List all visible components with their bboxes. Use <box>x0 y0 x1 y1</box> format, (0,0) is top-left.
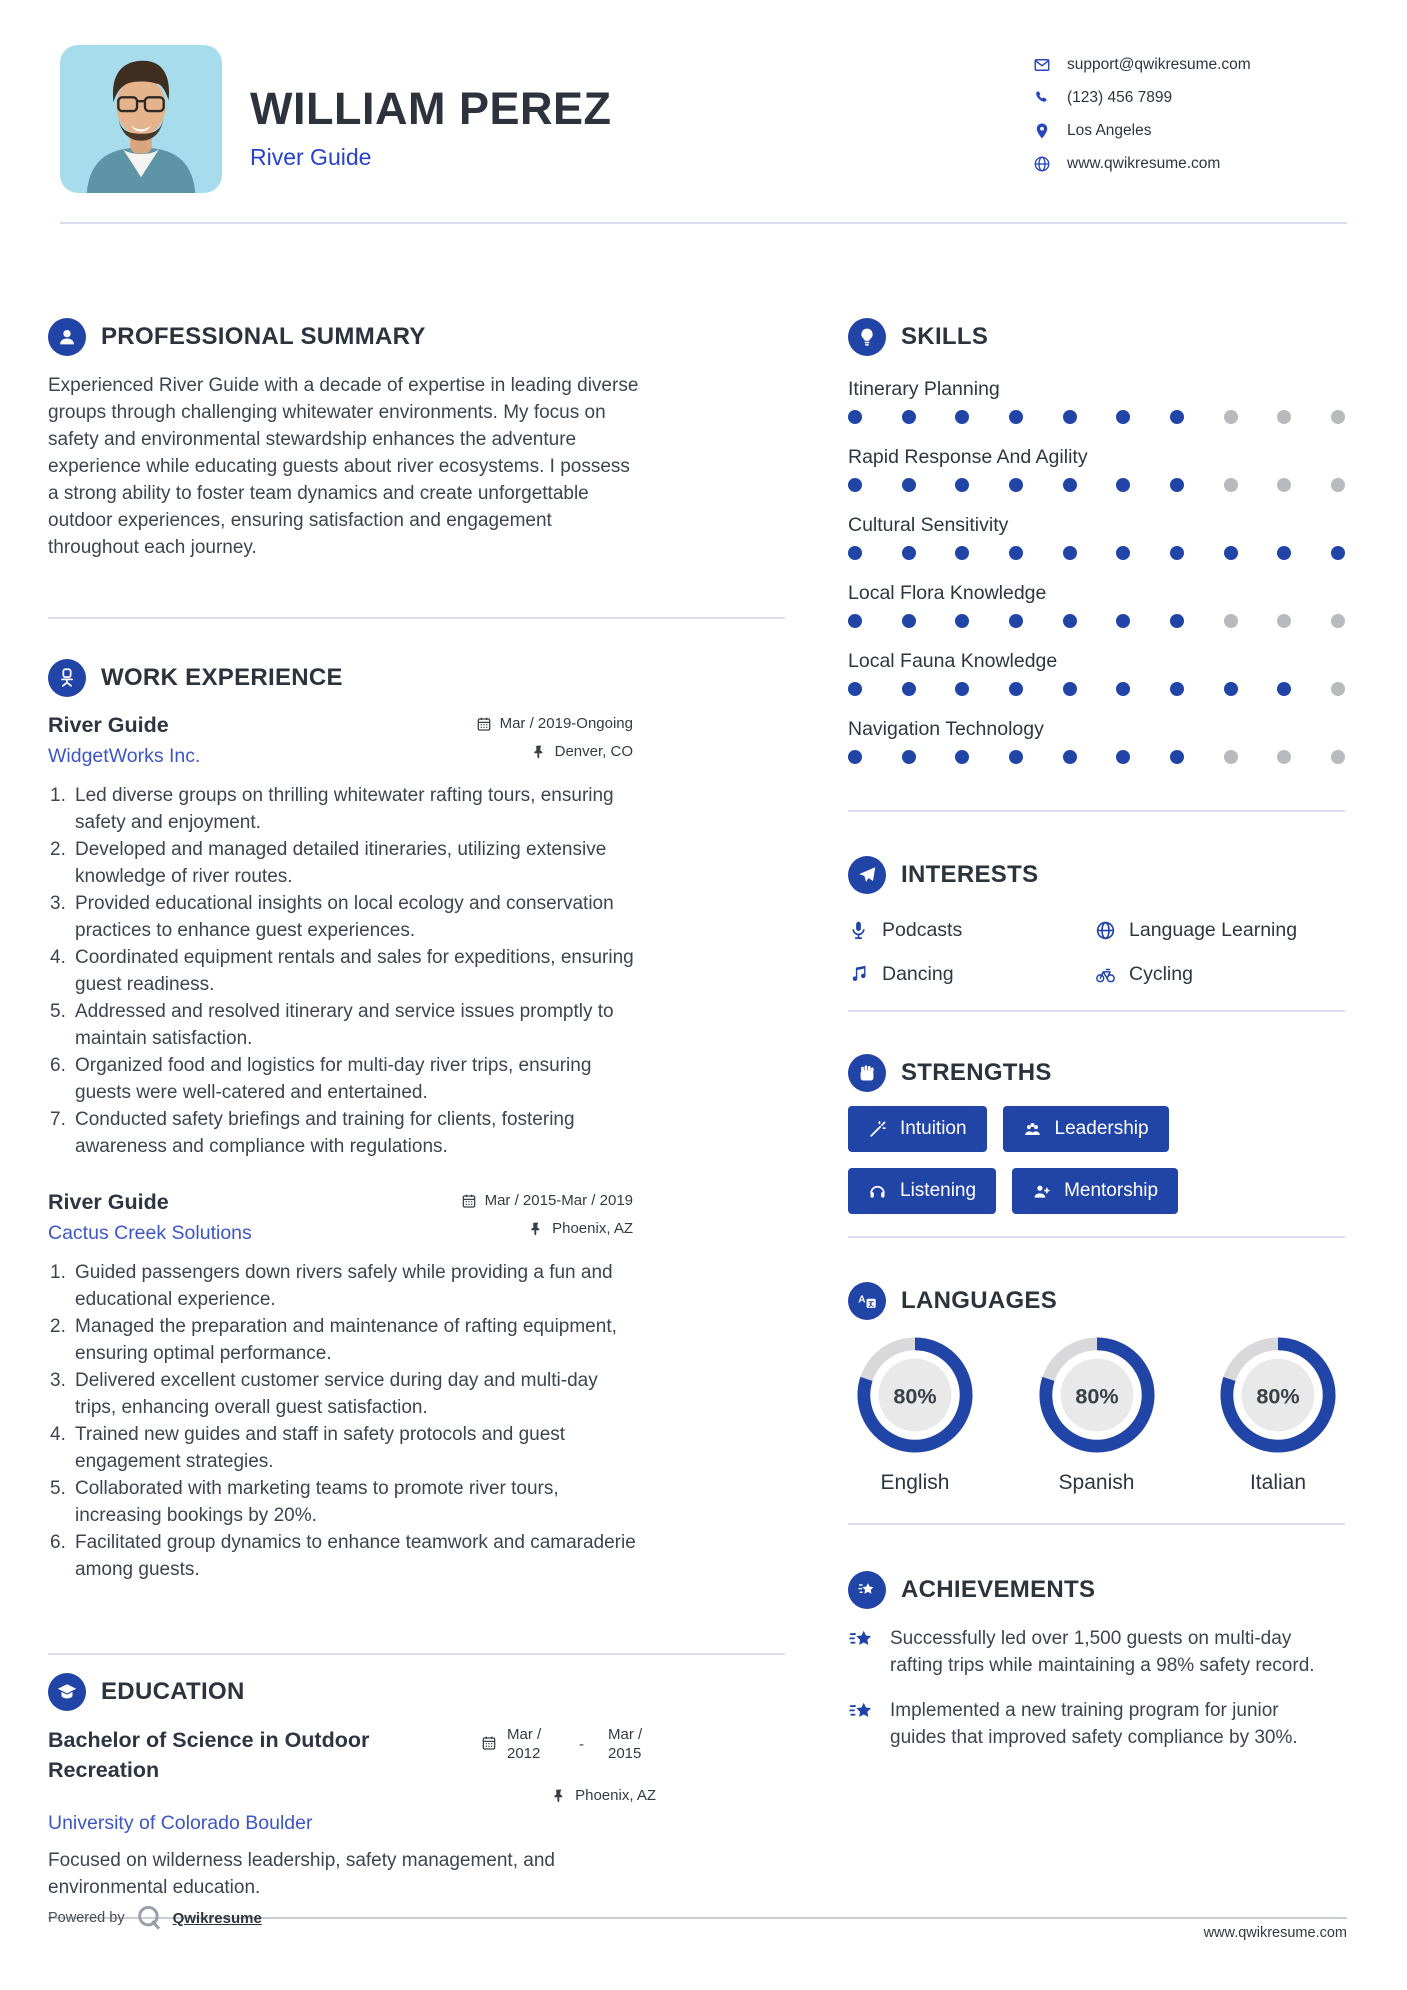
skill-dot-filled <box>955 750 969 764</box>
skill-dot-filled <box>1170 410 1184 424</box>
skill-dot-filled <box>1116 614 1130 628</box>
section-divider <box>848 1236 1345 1238</box>
skill-rating <box>848 410 1345 424</box>
skill-item <box>848 446 1345 492</box>
education-location: Phoenix, AZ <box>575 1787 656 1804</box>
language-name: Spanish <box>1058 1471 1135 1494</box>
skill-dot-empty <box>1331 750 1345 764</box>
job-date-row <box>476 715 633 732</box>
job-bullet: Trained new guides and staff in safety protocols and guest engagement strategies. <box>75 1424 566 1472</box>
section-divider <box>48 1653 785 1655</box>
job-entry <box>48 713 785 1160</box>
summary-heading: PROFESSIONAL SUMMARY <box>101 323 426 350</box>
skill-dot-filled <box>902 546 916 560</box>
skill-dot-filled <box>1116 478 1130 492</box>
job-bullet-list <box>48 1259 638 1583</box>
shooting-star-icon <box>848 1699 874 1725</box>
skill-dot-filled <box>1009 410 1023 424</box>
skill-dot-empty <box>1224 750 1238 764</box>
pushpin-icon <box>528 1221 544 1237</box>
skill-dot-filled <box>1009 682 1023 696</box>
graduation-cap-icon <box>48 1673 86 1711</box>
skill-dot-empty <box>1277 750 1291 764</box>
interest-item <box>848 952 1095 996</box>
profile-photo <box>60 45 222 193</box>
fist-icon <box>848 1054 886 1092</box>
header <box>0 0 1407 193</box>
skill-dot-empty <box>1331 614 1345 628</box>
achievement-text: Implemented a new training program for junior guides that improved safety compliance by 30%. <box>890 1700 1298 1748</box>
work-section-heading <box>48 659 785 697</box>
achievement-text: Successfully led over 1,500 guests on multi-day rafting trips while maintaining a 98% safety record. <box>890 1628 1315 1676</box>
job-title: River Guide <box>48 713 169 737</box>
skill-dot-filled <box>1009 750 1023 764</box>
skill-dot-empty <box>1277 614 1291 628</box>
job-title: River Guide <box>48 1190 169 1214</box>
footer <box>48 1903 1347 1973</box>
skill-item <box>848 650 1345 696</box>
skill-dot-filled <box>1116 546 1130 560</box>
interest-item <box>1095 908 1345 952</box>
skill-dot-filled <box>848 682 862 696</box>
job-date: Mar / 2019-Ongoing <box>499 715 633 732</box>
date-separator: - <box>579 1735 584 1753</box>
interest-label: Cycling <box>1129 962 1193 985</box>
school-link[interactable]: University of Colorado Boulder <box>48 1812 313 1834</box>
job-location-row <box>476 743 633 760</box>
job-bullet: Guided passengers down rivers safely while providing a fun and educational experience. <box>75 1262 613 1310</box>
user-plus-icon <box>1032 1182 1051 1201</box>
education-location-row <box>481 1787 656 1804</box>
strengths-heading: STRENGTHS <box>901 1059 1052 1086</box>
skill-dot-filled <box>1063 478 1077 492</box>
job-bullet: Conducted safety briefings and training for clients, fostering awareness and compliance with regulations. <box>75 1109 575 1157</box>
skill-dot-filled <box>955 410 969 424</box>
skill-rating <box>848 750 1345 764</box>
skill-dot-filled <box>955 682 969 696</box>
skill-dot-filled <box>1170 750 1184 764</box>
language-name: Italian <box>1249 1471 1307 1494</box>
job-bullet: Organized food and logistics for multi-day river trips, ensuring guests were well-catered and entertained. <box>75 1055 592 1103</box>
calendar-icon <box>481 1735 497 1751</box>
skill-dot-filled <box>1063 682 1077 696</box>
skill-dot-filled <box>1063 410 1077 424</box>
job-bullet: Facilitated group dynamics to enhance teamwork and camaraderie among guests. <box>75 1532 636 1580</box>
email-icon <box>1033 56 1051 74</box>
section-divider <box>848 1010 1345 1012</box>
skill-name: Cultural Sensitivity <box>848 514 1009 536</box>
degree-title: Bachelor of Science in Outdoor Recreation <box>48 1728 370 1782</box>
skill-dot-filled <box>902 682 916 696</box>
skill-dot-filled <box>1277 546 1291 560</box>
education-heading: EDUCATION <box>101 1678 245 1705</box>
summary-section-heading <box>48 318 785 356</box>
skill-dot-empty <box>1224 478 1238 492</box>
strength-label: Leadership <box>1054 1118 1149 1139</box>
job-bullet: Led diverse groups on thrilling whitewater rafting tours, ensuring safety and enjoyment. <box>75 785 614 833</box>
music-note-icon <box>848 964 869 985</box>
language-name: English <box>880 1471 950 1494</box>
skill-dot-filled <box>955 614 969 628</box>
skill-dot-filled <box>1009 546 1023 560</box>
skill-dot-filled <box>1170 614 1184 628</box>
contact-phone <box>1033 81 1347 114</box>
skill-dot-filled <box>1224 546 1238 560</box>
microphone-icon <box>848 920 869 941</box>
work-heading: WORK EXPERIENCE <box>101 664 343 691</box>
language-progress-ring <box>1219 1336 1337 1454</box>
contact-block <box>1033 48 1347 193</box>
skill-dot-filled <box>848 478 862 492</box>
skill-dot-empty <box>1331 410 1345 424</box>
job-bullet: Coordinated equipment rentals and sales for expeditions, ensuring guest readiness. <box>75 947 634 995</box>
summary-text: Experienced River Guide with a decade of expertise in leading diverse groups through challenging whitewater environments. My focus on safety and environmental stewardship enhances the adventure experience while educating guests about river ecosystems. I possess a strong ability to foster team dynamics and create unforgettable outdoor experiences, ensuring satisfaction and engagement throughout each journey. <box>48 375 639 558</box>
pushpin-icon <box>531 744 547 760</box>
calendar-icon <box>461 1193 477 1209</box>
skill-dot-filled <box>1063 614 1077 628</box>
skill-dot-filled <box>1331 546 1345 560</box>
language-item <box>1032 1336 1162 1495</box>
language-progress-ring <box>856 1336 974 1454</box>
team-icon <box>1023 1120 1042 1139</box>
contact-website-text[interactable]: www.qwikresume.com <box>1067 154 1221 172</box>
skill-dot-filled <box>848 410 862 424</box>
education-start-date: Mar / 2012 <box>507 1726 542 1762</box>
contact-email <box>1033 48 1347 81</box>
education-section-heading <box>48 1673 785 1711</box>
skill-dot-filled <box>1116 682 1130 696</box>
interest-label: Podcasts <box>882 918 963 941</box>
language-list <box>848 1336 1345 1495</box>
footer-website-link[interactable]: www.qwikresume.com <box>1203 1925 1347 1941</box>
job-date-row <box>461 1192 633 1209</box>
skill-dot-empty <box>1277 410 1291 424</box>
left-column <box>48 318 785 1901</box>
svg-text:A: A <box>858 1294 866 1306</box>
skill-dot-filled <box>902 478 916 492</box>
skill-dot-empty <box>1224 614 1238 628</box>
job-date: Mar / 2015-Mar / 2019 <box>484 1192 633 1209</box>
candidate-name: WILLIAM PEREZ <box>250 83 612 134</box>
translate-icon <box>848 1282 886 1320</box>
qwikresume-link[interactable]: Qwikresume <box>172 1909 262 1927</box>
contact-email-text[interactable]: support@qwikresume.com <box>1067 55 1251 73</box>
person-icon <box>48 318 86 356</box>
languages-section-heading <box>848 1282 1345 1320</box>
achievements-heading: ACHIEVEMENTS <box>901 1576 1096 1603</box>
skill-name: Local Fauna Knowledge <box>848 650 1058 672</box>
job-header <box>48 713 633 768</box>
skill-dot-filled <box>1170 478 1184 492</box>
job-location-row <box>461 1220 633 1237</box>
interest-label: Language Learning <box>1129 918 1298 941</box>
job-bullet: Developed and managed detailed itineraries, utilizing extensive knowledge of river routes. <box>75 839 607 887</box>
contact-phone-text: (123) 456 7899 <box>1067 88 1173 106</box>
language-item <box>850 1336 980 1495</box>
powered-by <box>48 1903 262 1933</box>
achievements-section-heading <box>848 1571 1345 1609</box>
skill-dot-filled <box>1277 682 1291 696</box>
profile-photo-illustration <box>60 45 222 193</box>
skill-dot-filled <box>1009 478 1023 492</box>
skill-item <box>848 582 1345 628</box>
skills-section-heading <box>848 318 1345 356</box>
education-meta <box>481 1725 656 1804</box>
job-bullet: Managed the preparation and maintenance of rafting equipment, ensuring optimal performance. <box>75 1316 617 1364</box>
skill-dot-filled <box>955 478 969 492</box>
skill-dot-filled <box>1170 682 1184 696</box>
skill-dot-filled <box>1063 750 1077 764</box>
skill-rating <box>848 546 1345 560</box>
job-bullet-list <box>48 782 638 1160</box>
job-bullet: Collaborated with marketing teams to promote river tours, increasing bookings by 20%. <box>75 1478 559 1526</box>
strength-label: Intuition <box>900 1118 967 1139</box>
contact-location-text: Los Angeles <box>1067 121 1152 139</box>
job-meta <box>476 715 633 760</box>
skill-name: Navigation Technology <box>848 718 1044 740</box>
globe-icon <box>1095 920 1116 941</box>
skill-name: Local Flora Knowledge <box>848 582 1047 604</box>
interest-item <box>848 908 1095 952</box>
job-bullet: Addressed and resolved itinerary and service issues promptly to maintain satisfaction. <box>75 1001 614 1049</box>
strength-pill <box>1012 1168 1178 1214</box>
location-icon <box>1033 122 1051 140</box>
skills-heading: SKILLS <box>901 323 989 350</box>
education-description: Focused on wilderness leadership, safety management, and environmental education. <box>48 1850 555 1898</box>
skill-dot-filled <box>902 750 916 764</box>
skill-dot-filled <box>902 410 916 424</box>
bicycle-icon <box>1095 964 1116 985</box>
skill-name: Itinerary Planning <box>848 378 1000 400</box>
shooting-star-icon <box>848 1627 874 1653</box>
strength-label: Mentorship <box>1064 1180 1159 1201</box>
education-entry <box>48 1725 656 1804</box>
office-chair-icon <box>48 659 86 697</box>
headphones-icon <box>868 1182 887 1201</box>
pushpin-icon <box>551 1788 567 1804</box>
skill-item <box>848 718 1345 764</box>
skill-item <box>848 378 1345 424</box>
languages-heading: LANGUAGES <box>901 1287 1058 1314</box>
strength-pill <box>848 1106 987 1152</box>
skill-dot-filled <box>955 546 969 560</box>
job-company-link[interactable]: WidgetWorks Inc. <box>48 745 201 767</box>
medal-star-icon <box>848 1571 886 1609</box>
powered-by-label: Powered by <box>48 1910 125 1926</box>
magic-wand-icon <box>868 1120 887 1139</box>
skill-dot-filled <box>1116 750 1130 764</box>
strength-label: Listening <box>900 1180 977 1201</box>
strengths-section-heading <box>848 1054 1345 1092</box>
paper-plane-icon <box>848 856 886 894</box>
skill-dot-empty <box>1224 410 1238 424</box>
skill-item <box>848 514 1345 560</box>
skill-dot-filled <box>1224 682 1238 696</box>
language-progress-ring <box>1038 1336 1156 1454</box>
lightbulb-icon <box>848 318 886 356</box>
interest-label: Dancing <box>882 962 954 985</box>
body-columns <box>0 224 1407 1901</box>
skill-dot-empty <box>1331 478 1345 492</box>
candidate-title: River Guide <box>250 144 372 170</box>
job-header <box>48 1190 633 1245</box>
section-divider <box>848 1523 1345 1525</box>
section-divider <box>48 617 785 619</box>
skill-dot-filled <box>848 614 862 628</box>
language-percent: 80% <box>1074 1383 1119 1409</box>
education-end-date: Mar / 2015 <box>608 1726 643 1762</box>
skill-dot-filled <box>902 614 916 628</box>
job-bullet: Provided educational insights on local ecology and conservation practices to enhance guest experiences. <box>75 893 614 941</box>
job-company-link[interactable]: Cactus Creek Solutions <box>48 1222 252 1244</box>
skill-name: Rapid Response And Agility <box>848 446 1088 468</box>
interests-heading: INTERESTS <box>901 861 1039 888</box>
skill-dot-filled <box>848 546 862 560</box>
skill-dot-filled <box>1116 410 1130 424</box>
job-bullet: Delivered excellent customer service during day and multi-day trips, enhancing overall guest satisfaction. <box>75 1370 598 1418</box>
skill-dot-filled <box>848 750 862 764</box>
interest-grid <box>848 908 1345 996</box>
language-item <box>1213 1336 1343 1495</box>
language-percent: 80% <box>1256 1383 1300 1409</box>
skill-dot-empty <box>1277 478 1291 492</box>
contact-website <box>1033 147 1347 180</box>
globe-icon <box>1033 155 1051 173</box>
right-column <box>848 318 1345 1901</box>
job-entry <box>48 1190 785 1583</box>
language-percent: 80% <box>893 1383 937 1409</box>
skill-rating <box>848 614 1345 628</box>
skill-dot-filled <box>1063 546 1077 560</box>
skill-dot-filled <box>1009 614 1023 628</box>
strength-pills <box>848 1106 1268 1214</box>
strength-pill <box>1003 1106 1169 1152</box>
qwikresume-logo-icon <box>134 1903 164 1933</box>
achievement-item <box>848 1697 1345 1751</box>
skill-rating <box>848 478 1345 492</box>
skill-rating <box>848 682 1345 696</box>
contact-location <box>1033 114 1347 147</box>
strength-pill <box>848 1168 996 1214</box>
interests-section-heading <box>848 856 1345 894</box>
skill-dot-filled <box>1170 546 1184 560</box>
education-date-row <box>481 1725 656 1763</box>
job-location: Denver, CO <box>554 743 633 760</box>
job-meta <box>461 1192 633 1237</box>
interest-item <box>1095 952 1345 996</box>
identity <box>250 83 611 193</box>
calendar-icon <box>476 716 492 732</box>
job-location: Phoenix, AZ <box>552 1220 633 1237</box>
skill-dot-empty <box>1331 682 1345 696</box>
phone-icon <box>1033 89 1051 107</box>
achievement-item <box>848 1625 1345 1679</box>
section-divider <box>848 810 1345 812</box>
